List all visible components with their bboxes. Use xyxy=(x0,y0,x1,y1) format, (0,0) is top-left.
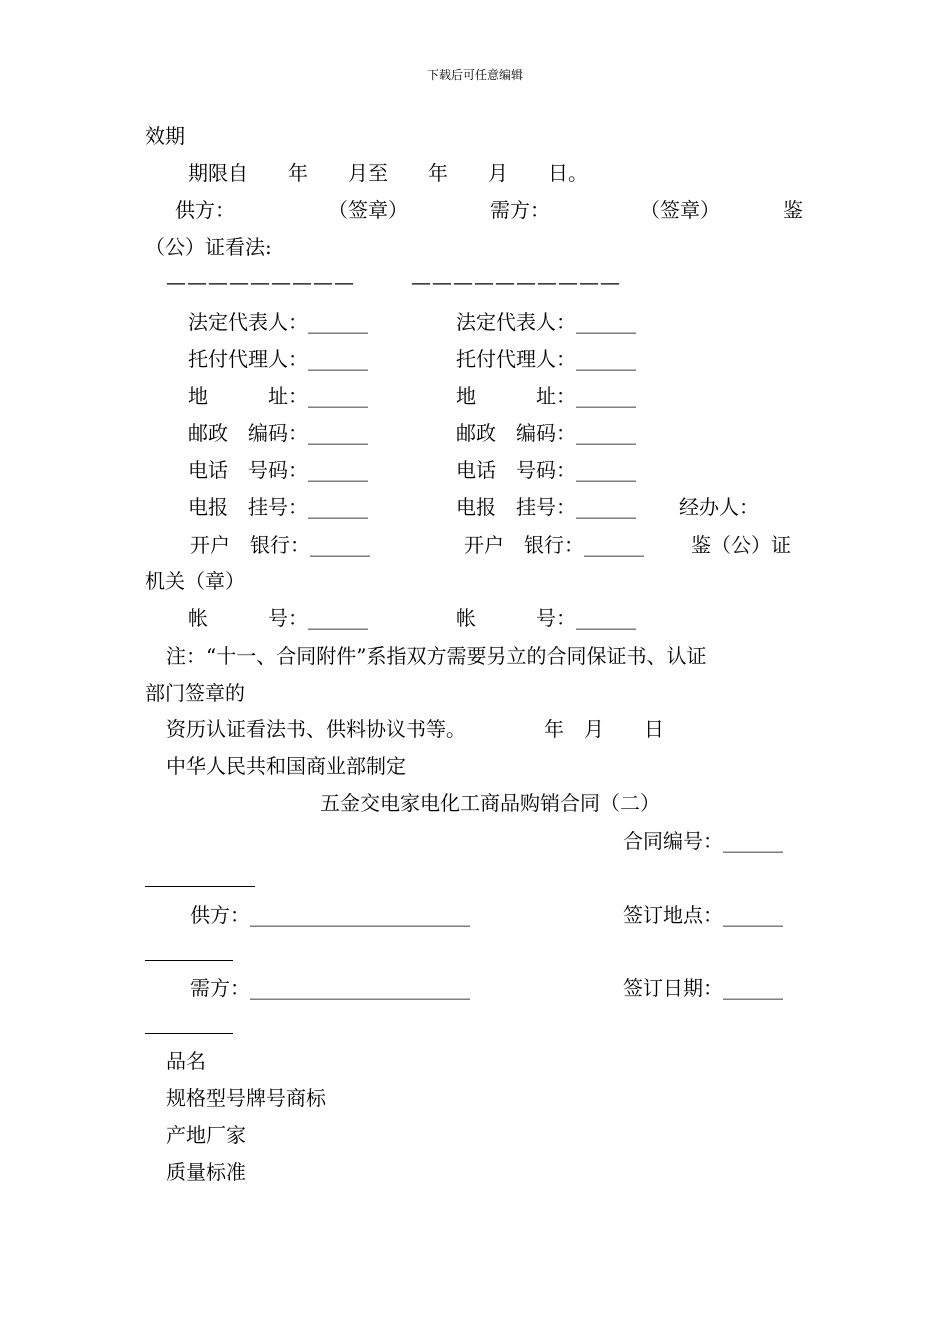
underline-continuation xyxy=(145,960,233,961)
item-label: 质量标准 xyxy=(166,1160,246,1184)
field-left: 电报 挂号：______ xyxy=(188,495,368,519)
note-line-1: 注：“十一、合同附件”系指双方需要另立的合同保证书、认证 xyxy=(166,644,707,668)
field-right: 开户 银行：______ xyxy=(464,533,644,557)
sign-date: 签订日期：______ xyxy=(623,976,783,1000)
item-label: 产地厂家 xyxy=(166,1123,246,1147)
note-line-2: 部门签章的 xyxy=(145,681,245,705)
period-line: 期限自 年 月至 年 月 日。 xyxy=(188,161,588,185)
auth-office-label: 鉴（公）证 xyxy=(691,533,791,557)
dashes-left: ————————— xyxy=(166,270,355,294)
field-right: 法定代表人：______ xyxy=(456,310,636,334)
field-left: 电话 号码：______ xyxy=(188,458,368,482)
field-left: 开户 银行：______ xyxy=(190,533,370,557)
item-label: 品名 xyxy=(166,1049,206,1073)
contract-number: 合同编号：______ xyxy=(623,829,783,853)
field-left: 托付代理人：______ xyxy=(188,347,368,371)
auth-opinion: （公）证看法: xyxy=(145,235,272,259)
underline-continuation xyxy=(145,1033,233,1034)
supplier-seal: （签章） xyxy=(328,198,408,222)
dashes-right: —————————— xyxy=(411,270,621,294)
sign-place: 签订地点：______ xyxy=(623,903,783,927)
item-label: 规格型号牌号商标 xyxy=(166,1086,326,1110)
account-left: 帐 号：______ xyxy=(188,606,368,630)
account-right: 帐 号：______ xyxy=(456,606,636,630)
field-right: 托付代理人：______ xyxy=(456,347,636,371)
handler-label: 经办人： xyxy=(679,495,759,519)
field-right: 地 址：______ xyxy=(456,384,636,408)
auth-prefix: 鉴 xyxy=(783,198,803,222)
supplier-field: 供方：______________________ xyxy=(190,903,470,927)
validity-label: 效期 xyxy=(145,124,185,148)
field-right: 邮政 编码：______ xyxy=(456,421,636,445)
underline-continuation xyxy=(145,886,255,887)
buyer-field: 需方：______________________ xyxy=(190,976,470,1000)
field-left: 邮政 编码：______ xyxy=(188,421,368,445)
contract-title: 五金交电家电化工商品购销合同（二） xyxy=(320,791,660,815)
note-line-3: 资历认证看法书、供料协议书等。 xyxy=(166,717,466,741)
issuer: 中华人民共和国商业部制定 xyxy=(166,754,406,778)
field-left: 地 址：______ xyxy=(188,384,368,408)
supplier-label: 供方： xyxy=(175,198,235,222)
authority-seal: 机关（章） xyxy=(145,569,245,593)
field-right: 电报 挂号：______ xyxy=(456,495,636,519)
buyer-seal: （签章） xyxy=(640,198,720,222)
buyer-label: 需方： xyxy=(490,198,550,222)
field-right: 电话 号码：______ xyxy=(456,458,636,482)
header-note: 下载后可任意编辑 xyxy=(426,68,523,82)
field-left: 法定代表人：______ xyxy=(188,310,368,334)
date-line: 年 月 日 xyxy=(544,717,664,741)
